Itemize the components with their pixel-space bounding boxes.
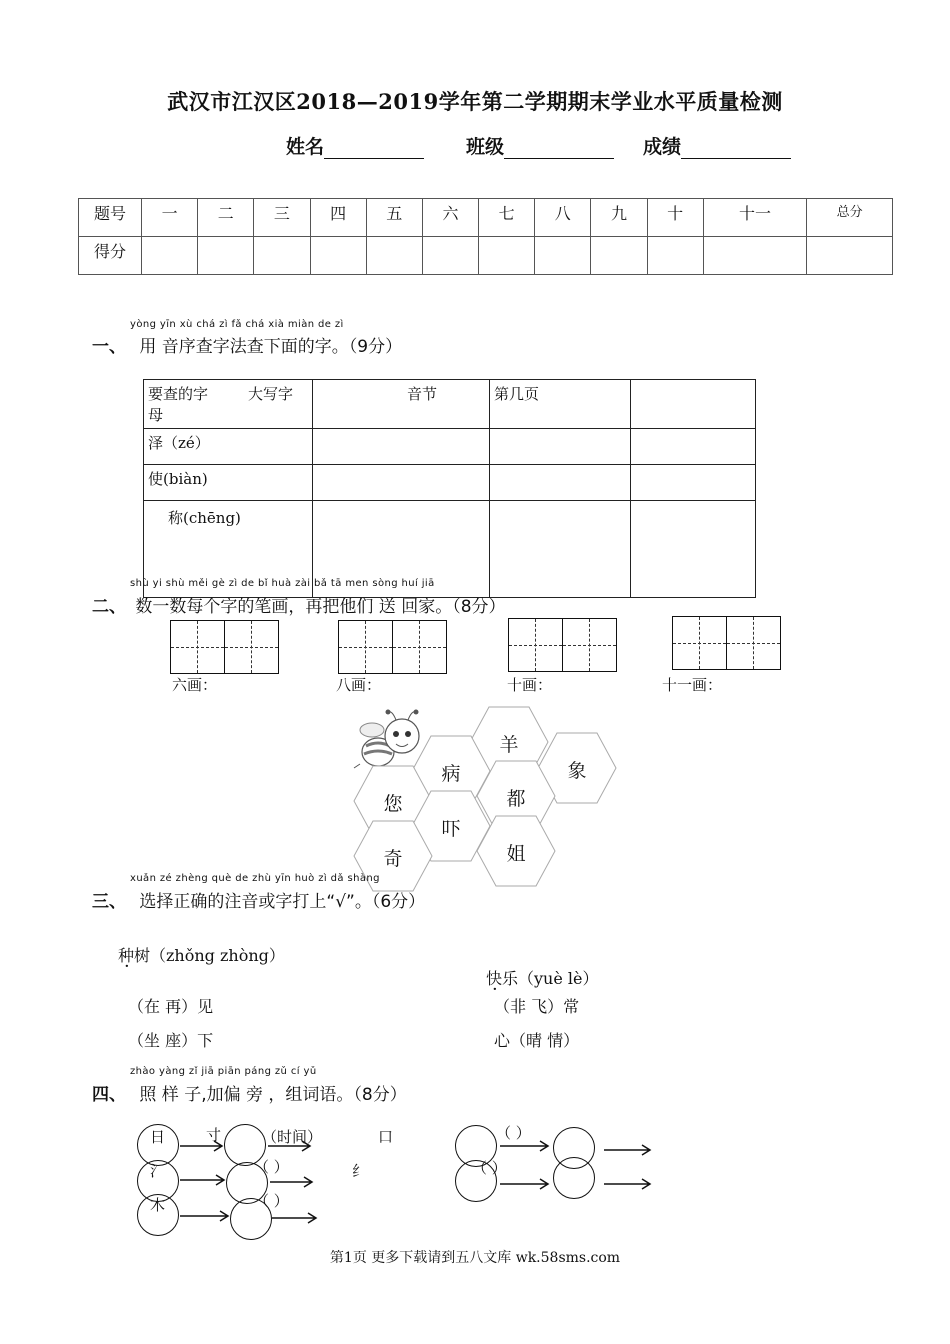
radical-wood: 木 <box>150 1196 166 1214</box>
score-header-cell: 五 <box>366 199 422 237</box>
q2-points: （8分） <box>452 597 506 617</box>
q3-option-xinqing[interactable]: 心（晴 情） <box>494 1031 580 1050</box>
score-header-cell: 九 <box>591 199 647 237</box>
q2-pinyin: shù yi shù měi gè zì de bǐ huà zài bǎ tā men sòng huí jiā <box>130 578 435 589</box>
page-title: 武汉市江汉区2018—2019学年第二学期期末学业水平质量检测 <box>167 89 783 114</box>
example-char: 寸 <box>206 1126 222 1144</box>
arrow-icon <box>180 1175 224 1185</box>
radical-silk: 纟 <box>352 1162 368 1180</box>
arrow-icon <box>604 1145 650 1155</box>
lookup-row-label: 使(biàn) <box>144 465 313 501</box>
label-eight-strokes: 八画： <box>336 676 382 694</box>
q3-word-kuaile[interactable]: 快乐（yuè lè） · <box>486 966 950 989</box>
q4-number: 四、 <box>92 1085 126 1105</box>
arrow-icon <box>270 1177 312 1187</box>
q3-pinyin: xuǎn zé zhèng què de zhù yīn huò zì dǎ shàng <box>130 873 380 884</box>
lookup-header-letter: 大写字母 <box>148 385 294 424</box>
q3-word-zhongshu[interactable]: 种树（zhǒng zhòng） · <box>118 943 950 966</box>
q3-option-zaijian[interactable]: （在 再）见 <box>128 997 214 1016</box>
answer-paren[interactable]: （ ） <box>254 1158 289 1176</box>
hex-char: 吓 <box>441 818 461 840</box>
q3-points: （6分） <box>371 892 426 912</box>
arrow-icon <box>180 1141 222 1151</box>
hex-char: 姐 <box>506 843 526 865</box>
score-header-cell: 十一 <box>703 199 806 237</box>
example-word: （时间） <box>262 1128 323 1146</box>
score-header-cell: 题号 <box>79 199 142 237</box>
name-label: 姓名 <box>286 136 325 158</box>
q1-points: （9分） <box>348 337 403 357</box>
q1-number: 一、 <box>92 337 126 357</box>
score-header-cell: 总分 <box>807 199 893 237</box>
score-header-cell: 四 <box>310 199 366 237</box>
q1-pinyin: yòng yīn xù chá zì fǎ chá xià miàn de zì <box>130 319 344 330</box>
arrow-icon <box>180 1211 228 1221</box>
score-row-label: 得分 <box>79 237 142 275</box>
lookup-row-label: 泽（zé） <box>144 429 313 465</box>
label-six-strokes: 六画： <box>172 676 218 694</box>
q3-number: 三、 <box>92 892 126 912</box>
q3-text: 选择正确的注音或字打上“√”。 <box>139 892 372 912</box>
q4-points: （8分） <box>353 1085 407 1105</box>
arrow-icon <box>500 1179 548 1189</box>
q2-text: 数一数每个字的笔画，再把他们 送 回家。 <box>135 597 453 617</box>
answer-circle[interactable] <box>553 1157 595 1199</box>
page-footer: 第1页 更多下载请到五八文库 wk.58sms.com <box>329 1250 621 1266</box>
score-header-cell: 八 <box>535 199 591 237</box>
label-eleven-strokes: 十一画： <box>662 676 723 694</box>
q3-option-zuoxia[interactable]: （坐 座）下 <box>128 1031 214 1050</box>
q4-text: 照 样 子,加偏 旁 ，组词语。 <box>139 1085 354 1105</box>
answer-paren[interactable]: （ ） <box>496 1124 531 1142</box>
score-header-cell: 六 <box>422 199 478 237</box>
answer-paren[interactable]: （ ） <box>254 1192 289 1210</box>
hex-char: 病 <box>441 763 461 785</box>
example-char-kou: 口 <box>378 1128 394 1146</box>
example-radical: 日 <box>150 1128 166 1146</box>
q3-option-feichang[interactable]: （非 飞）常 <box>494 997 580 1016</box>
arrow-icon <box>268 1141 310 1151</box>
radical-water: 氵 <box>150 1162 166 1180</box>
answer-paren[interactable]: （ ） <box>472 1159 507 1177</box>
hex-char: 象 <box>567 760 587 782</box>
q2-number: 二、 <box>92 597 126 617</box>
hex-char: 您 <box>383 793 403 815</box>
lookup-header-page: 第几页 <box>494 385 540 403</box>
score-label: 成绩 <box>643 136 682 158</box>
hex-char: 羊 <box>499 734 519 756</box>
score-header-cell: 一 <box>142 199 198 237</box>
label-ten-strokes: 十画： <box>507 676 553 694</box>
score-header-cell: 二 <box>198 199 254 237</box>
hex-char: 都 <box>506 788 526 810</box>
lookup-header-char: 要查的字 <box>148 385 209 403</box>
q1-text: 用 音序查字法查下面的字。 <box>139 337 349 357</box>
arrow-icon <box>604 1179 650 1189</box>
score-header-cell: 七 <box>479 199 535 237</box>
score-header-cell: 十 <box>647 199 703 237</box>
hex-char: 奇 <box>383 848 403 870</box>
score-header-cell: 三 <box>254 199 310 237</box>
q4-pinyin: zhào yàng zǐ jiā piān páng zǔ cí yǔ <box>130 1066 317 1077</box>
arrow-icon <box>272 1213 316 1223</box>
lookup-row-label: 称(chēng) <box>144 501 313 598</box>
lookup-header-syllable: 音节 <box>407 385 438 403</box>
class-label: 班级 <box>466 136 505 158</box>
